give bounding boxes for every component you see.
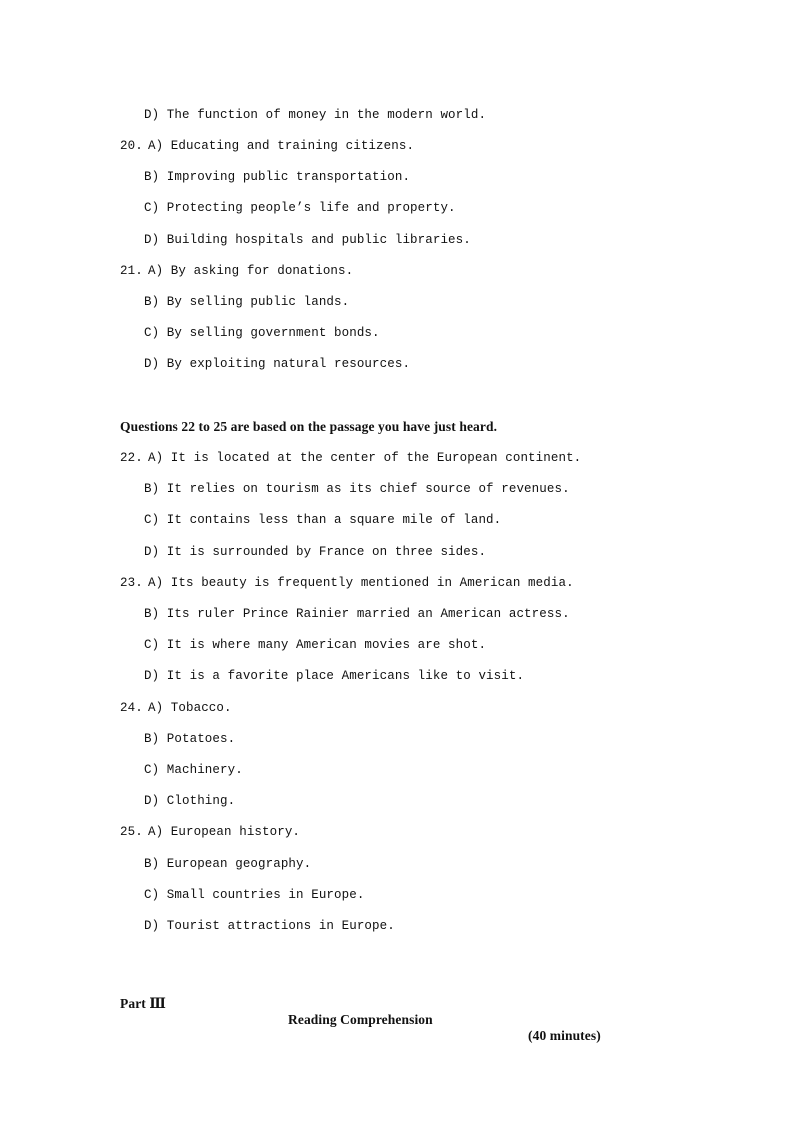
option-text: D) It is a favorite place Americans like to visit. [144,669,525,683]
question-number: 22. [120,451,143,465]
part-header [0,980,601,1060]
option-text: A) Educating and training citizens. [148,139,415,153]
option-text: B) Potatoes. [144,732,236,746]
part-label: Part Ⅲ [120,996,166,1011]
option-text: D) Tourist attractions in Europe. [144,919,395,933]
option-text: D) The function of money in the modern world. [144,108,487,122]
option-text: D) Building hospitals and public libraries. [144,233,471,247]
option-text: A) Tobacco. [148,701,232,715]
question-number: 25. [120,825,143,839]
option-text: D) By exploiting natural resources. [144,357,411,371]
section-heading: Questions 22 to 25 are based on the passage you have just heard. [120,419,498,434]
question-number: 21. [120,264,143,278]
option-text: C) Machinery. [144,763,243,777]
question-number: 24. [120,701,143,715]
option-text: C) Small countries in Europe. [144,888,365,902]
part-title: Reading Comprehension [288,1012,433,1027]
option-text: A) European history. [148,825,301,839]
option-text: B) European geography. [144,857,312,871]
option-text: B) Its ruler Prince Rainier married an American actress. [144,607,570,621]
option-text: A) Its beauty is frequently mentioned in American media. [148,576,574,590]
option-text: C) It is where many American movies are shot. [144,638,487,652]
question-number: 20. [120,139,143,153]
option-text: A) By asking for donations. [148,264,354,278]
option-text: A) It is located at the center of the European continent. [148,451,582,465]
option-text: C) By selling government bonds. [144,326,380,340]
option-text: C) Protecting people’s life and property. [144,201,456,215]
part-time: (40 minutes) [528,1028,601,1043]
option-text: D) Clothing. [144,794,236,808]
option-text: B) It relies on tourism as its chief source of revenues. [144,482,570,496]
option-text: C) It contains less than a square mile of land. [144,513,502,527]
question-number: 23. [120,576,143,590]
option-text: B) By selling public lands. [144,295,350,309]
option-text: D) It is surrounded by France on three sides. [144,545,487,559]
option-text: B) Improving public transportation. [144,170,411,184]
